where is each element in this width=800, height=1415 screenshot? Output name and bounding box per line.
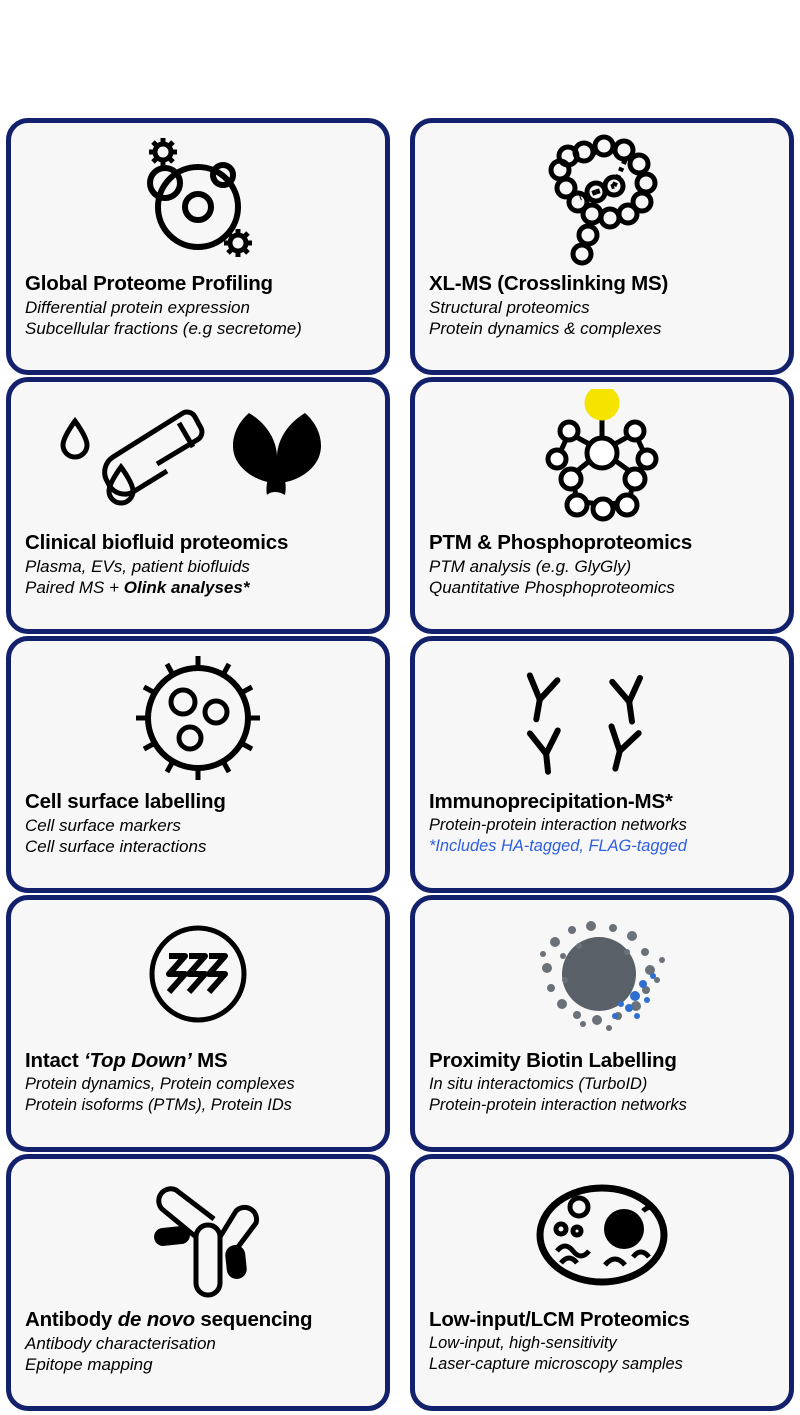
card-subtitle-2: Subcellular fractions (e.g secretome): [25, 319, 302, 339]
card-subtitle-2: *Includes HA-tagged, FLAG-tagged: [429, 836, 687, 855]
service-card-grid: [6, 118, 794, 1411]
card-global-proteome-profiling[interactable]: [6, 118, 390, 375]
card-subtitle-1: Plasma, EVs, patient biofluids: [25, 556, 250, 576]
card-subtitle-2: Protein isoforms (PTMs), Protein IDs: [25, 1095, 292, 1114]
card-low-input-lcm-proteomics[interactable]: [410, 1154, 794, 1411]
card-title: Clinical biofluid proteomics: [25, 531, 289, 554]
card-subtitle-1: Structural proteomics: [429, 297, 590, 317]
title-part-3: MS: [191, 1049, 228, 1072]
card-ptm-phosphoproteomics[interactable]: [410, 377, 794, 634]
card-title: Proximity Biotin Labelling: [429, 1049, 677, 1072]
card-title: [25, 1308, 371, 1332]
card-title: PTM & Phosphoproteomics: [429, 531, 693, 554]
card-subtitle-2: Cell surface interactions: [25, 837, 207, 857]
card-text: [11, 1049, 385, 1121]
card-cell-surface-labelling[interactable]: [6, 636, 390, 893]
title-part-2: de novo: [117, 1308, 195, 1331]
card-intact-top-down-ms[interactable]: [6, 895, 390, 1152]
card-text: [415, 531, 789, 605]
card-text: [11, 272, 385, 346]
card-subtitle-1: Differential protein expression: [25, 297, 250, 317]
card-title: Immunoprecipitation-MS*: [429, 790, 673, 813]
card-text: [415, 790, 789, 862]
dna-circle-icon: [11, 900, 385, 1049]
card-text: [11, 1308, 385, 1382]
card-subtitle-2: Epitope mapping: [25, 1355, 153, 1375]
title-part-2: ‘Top Down’: [83, 1049, 192, 1072]
subtitle-bold: Olink analyses*: [123, 578, 250, 598]
card-title: XL-MS (Crosslinking MS): [429, 272, 669, 295]
cell-surface-icon: [11, 641, 385, 790]
card-title: [25, 1049, 371, 1073]
card-text: [415, 1049, 789, 1121]
card-text: [11, 790, 385, 864]
cell-with-gears-icon: [11, 123, 385, 272]
card-subtitle-2: [25, 577, 371, 599]
card-subtitle-1: Antibody characterisation: [25, 1333, 216, 1353]
card-subtitle-2: Protein-protein interaction networks: [429, 1095, 687, 1114]
title-part-3: sequencing: [194, 1308, 313, 1331]
card-subtitle-1: Low-input, high-sensitivity: [429, 1333, 617, 1352]
card-immunoprecipitation-ms[interactable]: [410, 636, 794, 893]
card-subtitle-2: Quantitative Phosphoproteomics: [429, 578, 675, 598]
card-text: [11, 531, 385, 605]
card-proximity-biotin-labelling[interactable]: [410, 895, 794, 1152]
card-subtitle-1: Protein dynamics, Protein complexes: [25, 1074, 295, 1093]
card-subtitle-2: Protein dynamics & complexes: [429, 319, 662, 339]
card-text: [415, 272, 789, 346]
card-title: Global Proteome Profiling: [25, 272, 273, 295]
antibodies-icon: [415, 641, 789, 790]
title-part-1: Antibody: [25, 1308, 118, 1331]
card-antibody-de-novo-sequencing[interactable]: [6, 1154, 390, 1411]
card-clinical-biofluid-proteomics[interactable]: [6, 377, 390, 634]
card-title: Low-input/LCM Proteomics: [429, 1308, 690, 1331]
crosslinked-chain-icon: [415, 123, 789, 272]
card-subtitle-2: Laser-capture microscopy samples: [429, 1354, 683, 1373]
card-subtitle-1: Cell surface markers: [25, 815, 181, 835]
card-text: [415, 1308, 789, 1380]
phospho-network-icon: [415, 382, 789, 531]
card-title: Cell surface labelling: [25, 790, 226, 813]
antibody-fragment-icon: [11, 1159, 385, 1308]
card-xl-ms[interactable]: [410, 118, 794, 375]
title-part-1: Intact: [25, 1049, 84, 1072]
subtitle-plain: Paired MS +: [25, 578, 124, 598]
proximity-labelling-icon: [415, 900, 789, 1049]
card-subtitle-1: In situ interactomics (TurboID): [429, 1074, 648, 1093]
card-subtitle-1: PTM analysis (e.g. GlyGly): [429, 556, 632, 576]
cell-nucleus-icon: [415, 1159, 789, 1308]
blood-tube-droplets-icon: [11, 382, 385, 531]
card-subtitle-1: Protein-protein interaction networks: [429, 815, 687, 834]
